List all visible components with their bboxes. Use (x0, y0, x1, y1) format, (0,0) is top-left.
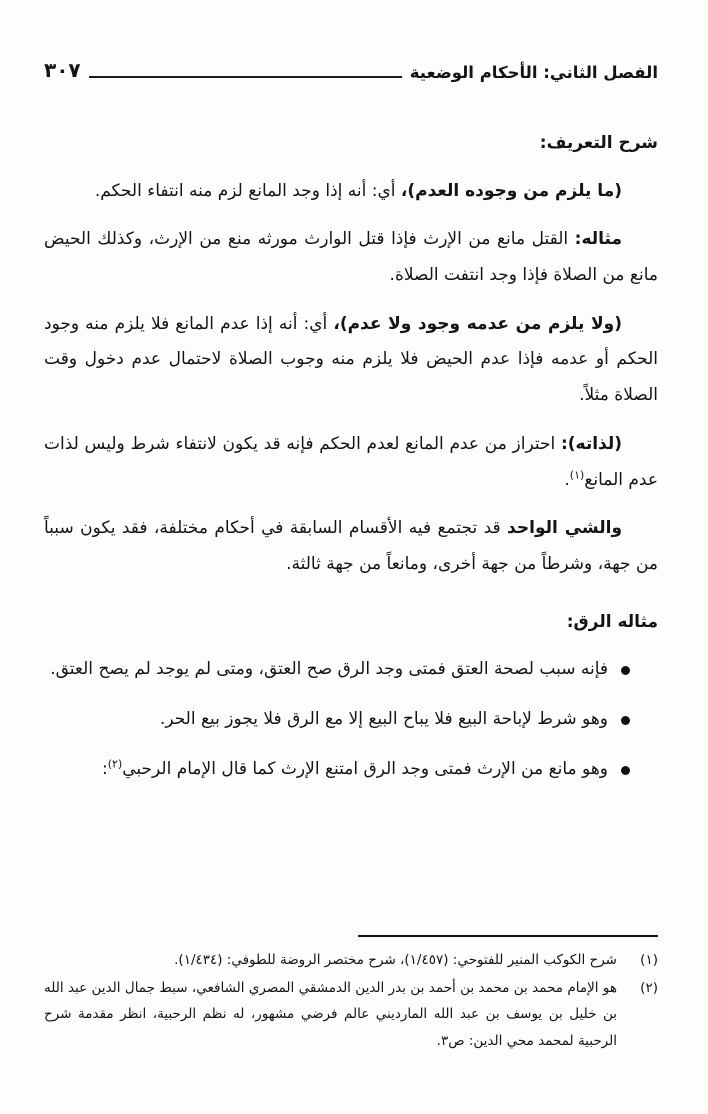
paragraph (44, 511, 658, 582)
paragraph-lead: والشي الواحد (507, 518, 623, 539)
bullet-icon (621, 666, 630, 675)
paragraph (44, 427, 658, 498)
bullet-icon (621, 716, 630, 725)
footnote-text: شرح الكوكب المنير للفتوحي: (١/٤٥٧)، شرح مختصر الروضة للطوفي: (١/٤٣٤). (174, 951, 617, 968)
paragraph-text: أي: أنه إذا وجد المانع لزم منه انتفاء الحكم. (94, 180, 401, 201)
page-number: ٣٠٧ (44, 58, 81, 82)
bullet-item (44, 652, 658, 688)
paragraph-text: احتراز من عدم المانع لعدم الحكم فإنه قد يكون لانتفاء شرط وليس لذات عدم المانع (44, 433, 658, 490)
footnote-area (44, 935, 658, 1056)
paragraph-text: قد تجتمع فيه الأقسام السابقة في أحكام مختلفة، فقد يكون سبباً من جهة، وشرطاً من جهة أخرى، ومانعاً من جهة ثالثة. (44, 518, 658, 574)
page-body (44, 126, 658, 787)
bullet-body: وهو شرط لإباحة البيع فلا يباح البيع إلا مع الرق فلا يجوز بيع الحر. (159, 708, 608, 729)
paragraph-lead: مثاله: (574, 229, 622, 250)
paragraph-text: أي: أنه إذا عدم المانع فلا يلزم منه وجود الحكم أو عدمه فإذا عدم الحيض فلا يلزم منه وجوب الصلاة لاحتمال عدم دخول وقت الصلاة مثلاً. (44, 313, 658, 406)
footnote-separator (358, 935, 658, 937)
footnote-marker: (١) (640, 951, 658, 968)
footnote-reference: (١) (569, 467, 585, 481)
paragraph-lead: (لذاته): (560, 433, 622, 454)
footnote-marker: (٢) (640, 980, 658, 997)
bullet-text (44, 702, 608, 738)
footnote-reference: (٢) (107, 756, 123, 770)
paragraph (44, 222, 658, 293)
paragraph (44, 174, 658, 210)
section-heading-definition: شرح التعريف: (539, 133, 658, 153)
bullet-tail: : (101, 758, 108, 779)
bullet-text (44, 652, 608, 688)
footnote-item (44, 975, 658, 1054)
header-rule-divider (89, 75, 402, 78)
page-header (44, 58, 658, 82)
paragraph-tail: . (564, 469, 570, 490)
footnote-text: هو الإمام محمد بن محمد بن أحمد بن بدر الدين الدمشقي المصري الشافعي، سبط جمال الدين عبد الله بن خليل بن يوسف بن عبد الله المارديني عالم فرضي مشهور، له نظم الرحبية، انظر مقدمة شرح الرحبية لمحمد محي الدين: ص٣. (44, 980, 617, 1049)
footnote-item (44, 947, 658, 973)
bullet-text (44, 752, 608, 788)
paragraph (44, 307, 658, 414)
paragraph-text: القتل مانع من الإرث فإذا قتل الوارث مورثه منع من الإرث، وكذلك الحيض مانع من الصلاة فإذا وجد انتفت الصلاة. (44, 229, 658, 286)
paragraph-lead: (ولا يلزم من عدمه وجود ولا عدم)، (333, 313, 622, 334)
bullet-item (44, 752, 658, 788)
chapter-title: الفصل الثاني: الأحكام الوضعية (409, 63, 658, 82)
bullet-body: فإنه سبب لصحة العتق فمتى وجد الرق صح العتق، ومتى لم يوجد لم يصح العتق. (50, 659, 608, 680)
footnote-list (44, 947, 658, 1054)
paragraph-lead: (ما يلزم من وجوده العدم)، (400, 180, 622, 201)
bullet-body: وهو مانع من الإرث فمتى وجد الرق امتنع الإرث كما قال الإمام الرحبي (122, 758, 608, 779)
bullet-icon (621, 766, 630, 775)
section-heading-example: مثاله الرق: (566, 611, 658, 632)
bullet-item (44, 702, 658, 738)
